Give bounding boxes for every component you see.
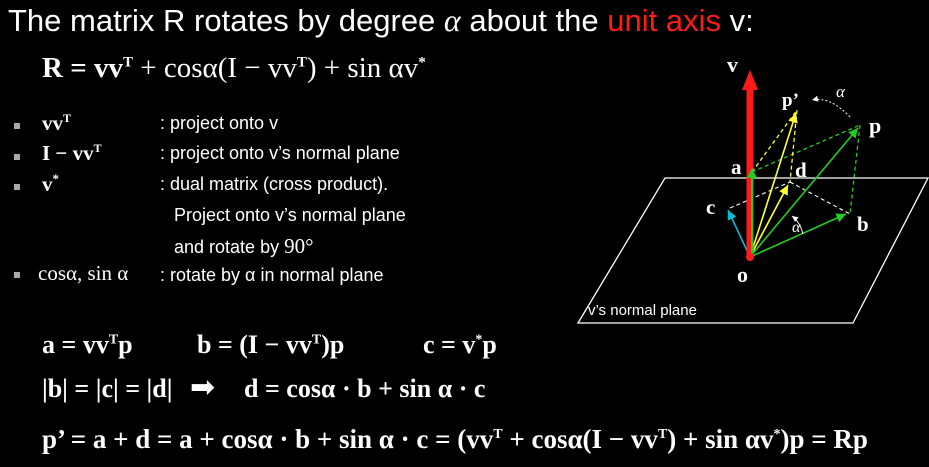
bullet-sym-sup: * [52,171,59,186]
plane-label: v’s normal plane [588,302,697,319]
label-p-prime: p’ [782,90,799,111]
bullet-sym-text: vv [42,111,63,135]
eq-b-sup: T [311,332,322,348]
eq-p-mid2: ) + sin αv [667,424,774,454]
label-alpha-low: α [792,219,801,236]
label-b: b [857,212,869,236]
eq-c-end: p [482,330,497,359]
line-c-to-d [730,182,790,208]
bullet-sym-sup: T [93,141,102,155]
label-o: o [737,262,748,287]
eq-p-mid: + cosα(I − vv [502,424,658,454]
eq-p-end: )p = Rp [780,424,868,454]
bullet-desc-dual-matrix: : dual matrix (cross product). [160,174,389,194]
label-c: c [706,195,716,219]
eq-a-end: p [118,330,133,359]
label-p: p [869,113,882,138]
bullet-sym-text: v [42,172,53,196]
label-d: d [795,158,807,182]
eq-p-sup2: T [657,427,668,442]
eq-b-end: )p [321,330,345,359]
origin-point [746,253,754,261]
formula-part-3: ) + sin αv [306,52,419,84]
formula-sup-1: T [122,54,133,71]
eq-p-text: p’ = a + d = a + cosα · b + sin α · c = (vv [42,424,494,454]
eq-p-sup3: * [773,427,781,442]
bullet-desc-rotate-normal: : rotate by α in normal plane [160,265,384,285]
eq-b-text: b = (I − vv [197,330,312,359]
formula-part-1: R = vv [42,52,123,84]
angle-arc-top [812,99,850,117]
eq-c-sup: * [475,332,483,348]
label-a: a [731,155,742,179]
eq-a-text: a = vv [42,330,109,359]
implies-arrow-icon: ➡ [190,370,216,405]
bullet-desc-dual-line2: Project onto v’s normal plane [174,205,406,225]
title-alpha: α [443,2,461,38]
formula-part-2: + cosα(I − vv [132,52,297,84]
axis-v-arrowhead [742,70,758,90]
line-p-to-b [850,125,860,214]
equation-d: d = cosα · b + sin α · c [244,374,486,403]
eq-c-text: c = v [423,330,476,359]
formula-sup-2: T [296,54,307,71]
title-middle: about the [460,3,608,38]
equation-norms: |b| = |c| = |d| [42,374,173,403]
title-prefix: The matrix R rotates by degree [8,3,444,38]
bullet-sym-sup: T [63,111,72,125]
label-v: v [727,52,738,77]
title-accent: unit axis [607,3,721,38]
bullet-sym-text: I − vv [42,141,94,165]
vector-p-prime [750,113,796,257]
title-suffix: v: [720,3,754,38]
bullet-desc-normal-plane: : project onto v’s normal plane [160,143,400,163]
bullet-desc-project-v: : project onto v [160,113,279,133]
rotate-by-text: and rotate by [174,237,285,257]
rotate-angle: 90° [284,234,314,258]
eq-a-sup: T [108,332,119,348]
bullet-symbol-cos-sin: cosα, sin α [38,261,129,285]
formula-sup-3: * [418,54,426,71]
vector-p [750,128,858,257]
label-alpha-top: α [836,82,845,101]
eq-p-sup1: T [493,427,503,442]
